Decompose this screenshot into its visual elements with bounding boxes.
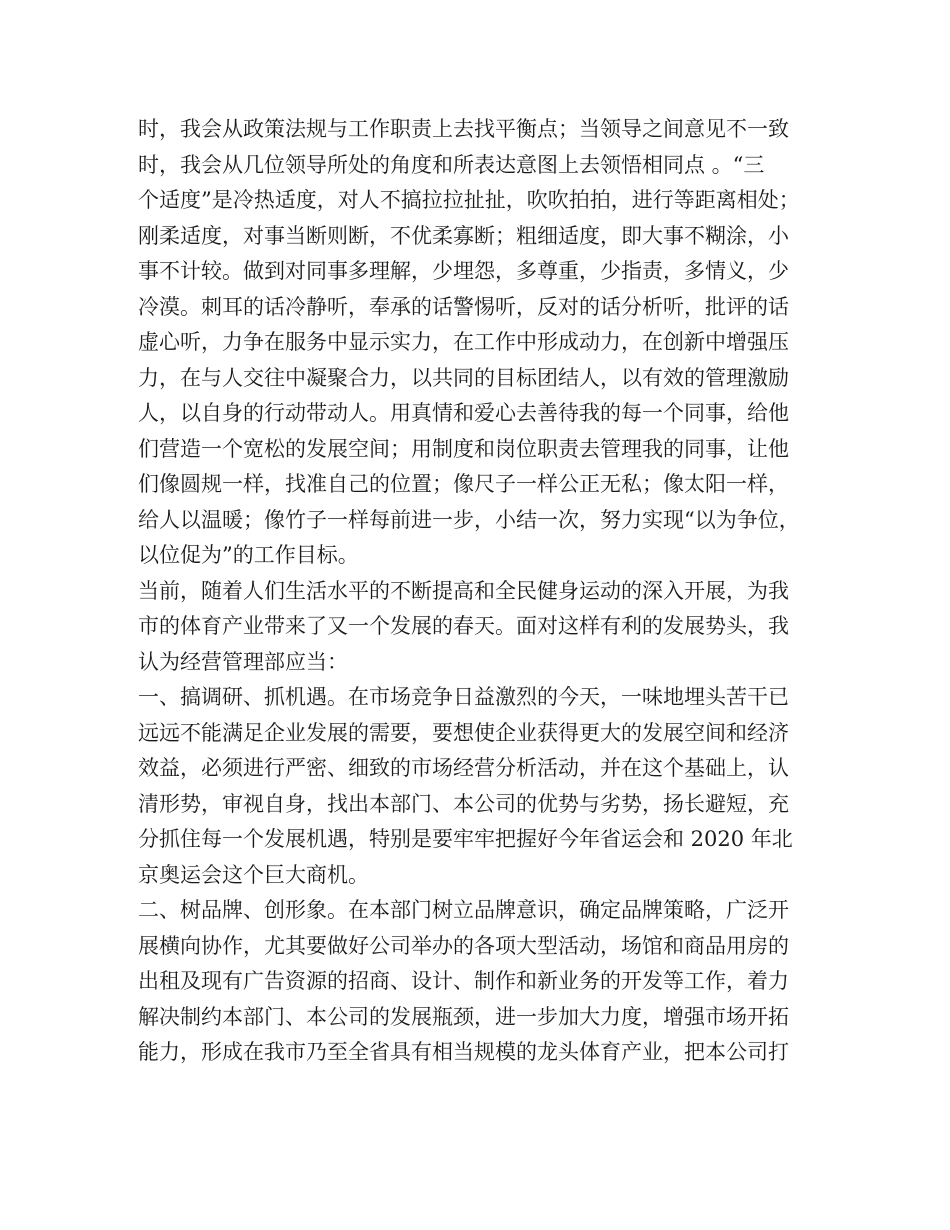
- text-line: 力，在与人交往中凝聚合力，以共同的目标团结人，以有效的管理激励: [138, 365, 789, 390]
- text-line: 时，我会从几位领导所处的角度和所表达意图上去领悟相同点 。“三: [138, 152, 765, 177]
- text-line: 冷漠。刺耳的话冷静听，奉承的话警惕听，反对的话分析听，批评的话: [138, 294, 789, 319]
- text-line: 远远不能满足企业发展的需要，要想使企业获得更大的发展空间和经济: [138, 720, 789, 745]
- text-line: 二、树品牌、创形象。在本部门树立品牌意识，确定品牌策略，广泛开: [138, 898, 789, 922]
- text-line: 分抓住每一个发展机遇，特别是要牢牢把握好今年省运会和 2020 年北: [138, 827, 793, 851]
- text-line: 解决制约本部门、本公司的发展瓶颈，进一步加大力度，增强市场开拓: [138, 1004, 789, 1029]
- text-line: 效益，必须进行严密、细致的市场经营分析活动，并在这个基础上，认: [138, 756, 789, 780]
- text-line: 能力，形成在我市乃至全省具有相当规模的龙头体育产业，把本公司打: [138, 1040, 789, 1064]
- text-line: 认为经营管理部应当：: [138, 649, 348, 674]
- text-line: 刚柔适度，对事当断则断，不优柔寡断；粗细适度，即大事不糊涂，小: [138, 223, 789, 248]
- text-line: 市的体育产业带来了又一个发展的春天。面对这样有利的发展势头，我: [138, 614, 789, 638]
- text-line: 以位促为”的工作目标。: [138, 543, 359, 567]
- text-line: 当前，随着人们生活水平的不断提高和全民健身运动的深入开展，为我: [138, 578, 789, 603]
- text-line: 时，我会从政策法规与工作职责上去找平衡点；当领导之间意见不一致: [138, 117, 789, 141]
- document-body: [138, 112, 828, 1071]
- text-line: 京奥运会这个巨大商机。: [138, 862, 369, 887]
- text-line: 人，以自身的行动带动人。用真情和爱心去善待我的每一个同事，给他: [138, 401, 789, 425]
- text-line: 们像圆规一样，找准自己的位置；像尺子一样公正无私；像太阳一样，: [138, 472, 789, 496]
- text-line: 清形势，审视自身，找出本部门、本公司的优势与劣势，扬长避短，充: [138, 791, 789, 816]
- text-line: 个适度”是冷热适度，对人不搞拉拉扯扯，吹吹拍拍，进行等距离相处；: [138, 188, 800, 212]
- text-line: 事不计较。做到对同事多理解，少埋怨，多尊重，少指责，多情义，少: [138, 259, 789, 283]
- text-line: 出租及现有广告资源的招商、设计、制作和新业务的开发等工作，着力: [138, 969, 789, 993]
- text-line: 给人以温暖；像竹子一样每前进一步，小结一次，努力实现“以为争位，: [138, 507, 800, 532]
- text-line: 一、搞调研、抓机遇。在市场竞争日益激烈的今天，一味地埋头苦干已: [138, 685, 789, 709]
- text-line: 虚心听，力争在服务中显示实力，在工作中形成动力，在创新中增强压: [138, 330, 789, 354]
- text-line: 展横向协作，尤其要做好公司举办的各项大型活动，场馆和商品用房的: [138, 933, 789, 958]
- text-line: 们营造一个宽松的发展空间；用制度和岗位职责去管理我的同事，让他: [138, 436, 789, 461]
